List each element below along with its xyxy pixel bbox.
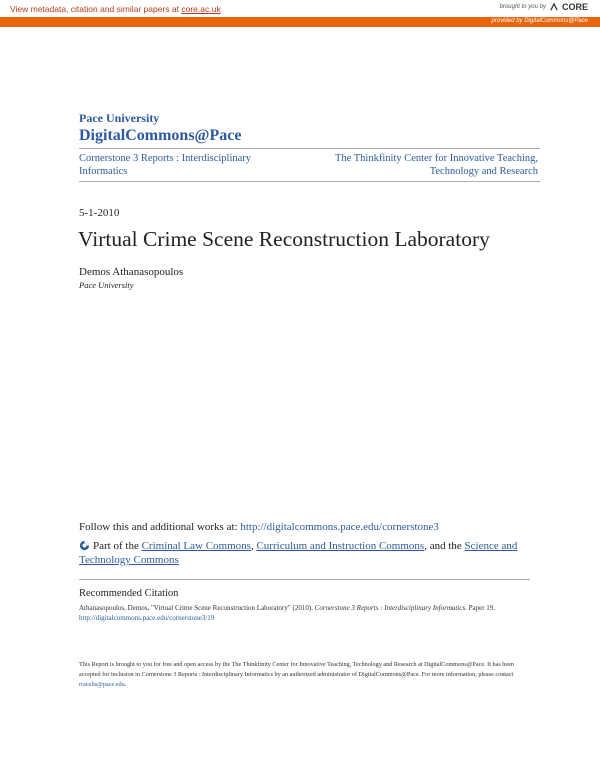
brought-to-you-text: brought to you by xyxy=(499,4,546,10)
criminal-law-commons-link[interactable]: Criminal Law Commons xyxy=(141,540,251,552)
core-view-metadata xyxy=(10,4,221,14)
science-technology-commons-link[interactable]: Science and Technology Commons xyxy=(79,540,518,566)
institution-header xyxy=(79,111,241,145)
core-link[interactable]: core.ac.uk xyxy=(181,4,221,14)
author-name: Demos Athanasopoulos xyxy=(79,266,184,278)
series-link-left[interactable]: Cornerstone 3 Reports : Interdisciplinary Informatics xyxy=(79,153,252,177)
core-branding[interactable] xyxy=(500,2,588,12)
access-footer xyxy=(79,660,534,690)
core-provided-bar xyxy=(0,17,600,27)
curriculum-commons-link[interactable]: Curriculum and Instruction Commons xyxy=(256,540,425,552)
follow-url-link[interactable]: http://digitalcommons.pace.edu/cornerstone3 xyxy=(240,521,439,533)
series-row xyxy=(79,148,540,182)
citation-series: Cornerstone 3 Reports : Interdisciplinary Informatics. xyxy=(314,604,467,612)
paper-title: Virtual Crime Scene Reconstruction Laboratory xyxy=(78,227,490,251)
citation-paper-number: Paper 19. xyxy=(466,604,496,612)
core-banner xyxy=(0,0,600,17)
part-of-prefix: Part of the xyxy=(93,540,142,552)
provided-by-text[interactable]: provided by DigitalCommons@Pace xyxy=(491,18,588,24)
part-of-sep2: , and the xyxy=(424,540,465,552)
author-affiliation: Pace University xyxy=(79,280,134,290)
series-link-right[interactable]: The Thinkfinity Center for Innovative Teaching, Technology and Research xyxy=(335,153,538,177)
citation-url-link[interactable]: http://digitalcommons.pace.edu/cornerstone3/19 xyxy=(79,614,215,622)
core-logo-icon xyxy=(550,3,558,11)
footer-end: . xyxy=(124,681,127,688)
citation-heading: Recommended Citation xyxy=(79,588,179,599)
follow-label: Follow this and additional works at: xyxy=(79,521,241,533)
part-of-line xyxy=(79,539,534,567)
repository-name[interactable]: DigitalCommons@Pace xyxy=(79,127,242,144)
core-view-text: View metadata, citation and similar papers at xyxy=(10,4,182,14)
publication-date: 5-1-2010 xyxy=(79,207,120,219)
university-name: Pace University xyxy=(79,111,160,125)
network-icon xyxy=(79,540,90,551)
part-of-sep1: , xyxy=(250,540,257,552)
footer-text: This Report is brought to you for free and open access by the The Thinkfinity Center for Innovative Teaching, Technology and Research at DigitalCommons@Pace. It has been accepted for inclusion in Cornerstone 3 Reports : Interdisciplinary Informatics by an authorized administrator of DigitalCommons@Pace. For more information, please contact xyxy=(79,661,514,678)
citation-text xyxy=(79,603,530,613)
core-logo-text: CORE xyxy=(561,2,588,12)
contact-email-link[interactable]: rracelis@pace.edu xyxy=(79,681,125,688)
recommended-citation xyxy=(79,579,530,622)
follow-line xyxy=(79,521,439,533)
citation-plain: Athanasopoulos, Demos, "Virtual Crime Scene Reconstruction Laboratory" (2010). xyxy=(79,604,315,612)
